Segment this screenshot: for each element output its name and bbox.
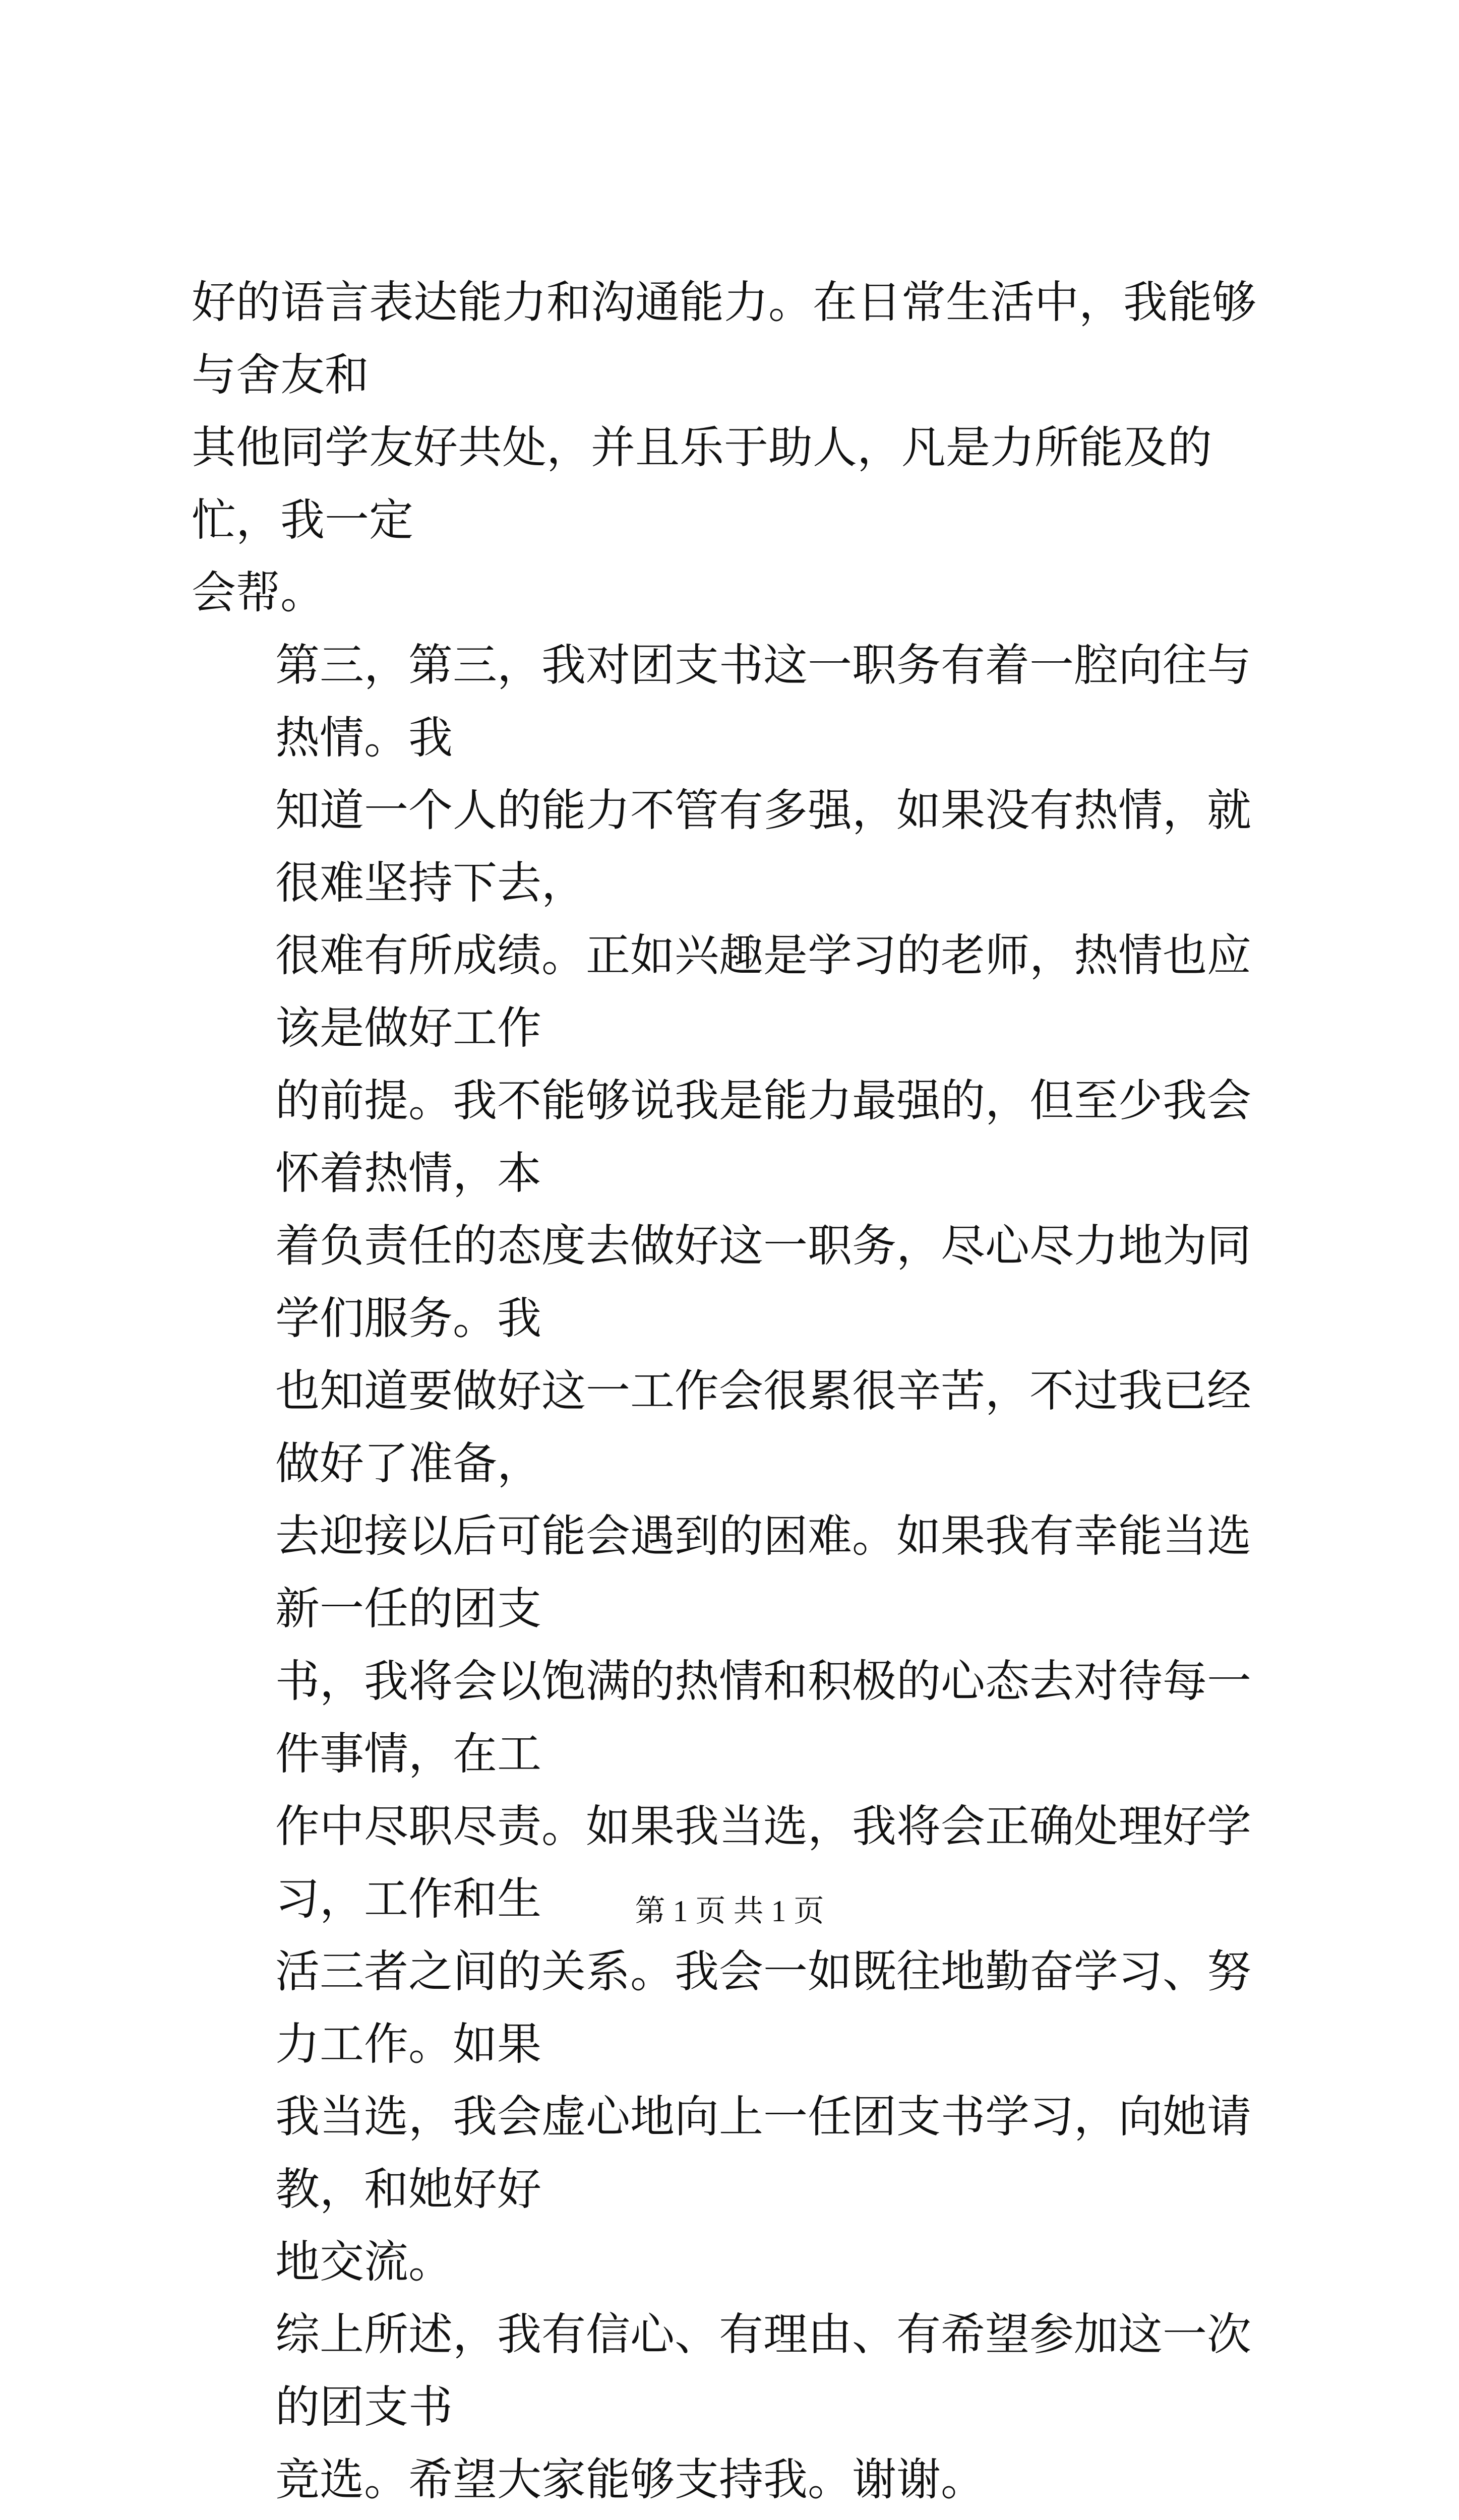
page-footer: 第 1 页 共 1 页 (635, 1895, 824, 1928)
document-body (192, 266, 1291, 2520)
paragraph-1: 好的语言表达能力和沟通能力。在日常生活中，我能够与舍友和 其他同学友好共处，并且乐于助人，凡是力所能及的忙，我一定 会帮。 (192, 276, 1257, 618)
paragraph-3: 综上所述，我有信心、有理由、有希望参加这一次的团支书 竞选。希望大家能够支持我。谢谢。 (275, 2308, 1252, 2505)
paragraph-2: 第三，第三，我对团支书这一职务有着一腔向往与热情。我 知道一个人的能力不管有多强，如果没有热情，就很难坚持下去， 很难有所成绩。正如兴趣是学习的老师，热情也应该是做好工作 的前提。我不能够说我是能力最强的，但至少我会怀着热情，本 着负责任的态度去做好这一职务，尽心尽力地为同学们服务。我 也知道要做好这一工作会很累很辛苦，不过我已经做好了准备， 去迎接以后可能会遇到的困难。如果我有幸能当选新一任的团支 书，我将会以饱满的热情和积极的心态去对待每一件事情，在工 作中尽职尽责。如果我当选，我将会正确处理好学习，工作和生 活三者之间的关系。我会一如既往地勤奋学习、努力工作。如果 我当选，我会虚心地向上一任团支书学习，向她请教，和她好好 地交流。 (275, 639, 1252, 2288)
section-title (192, 2516, 1291, 2520)
